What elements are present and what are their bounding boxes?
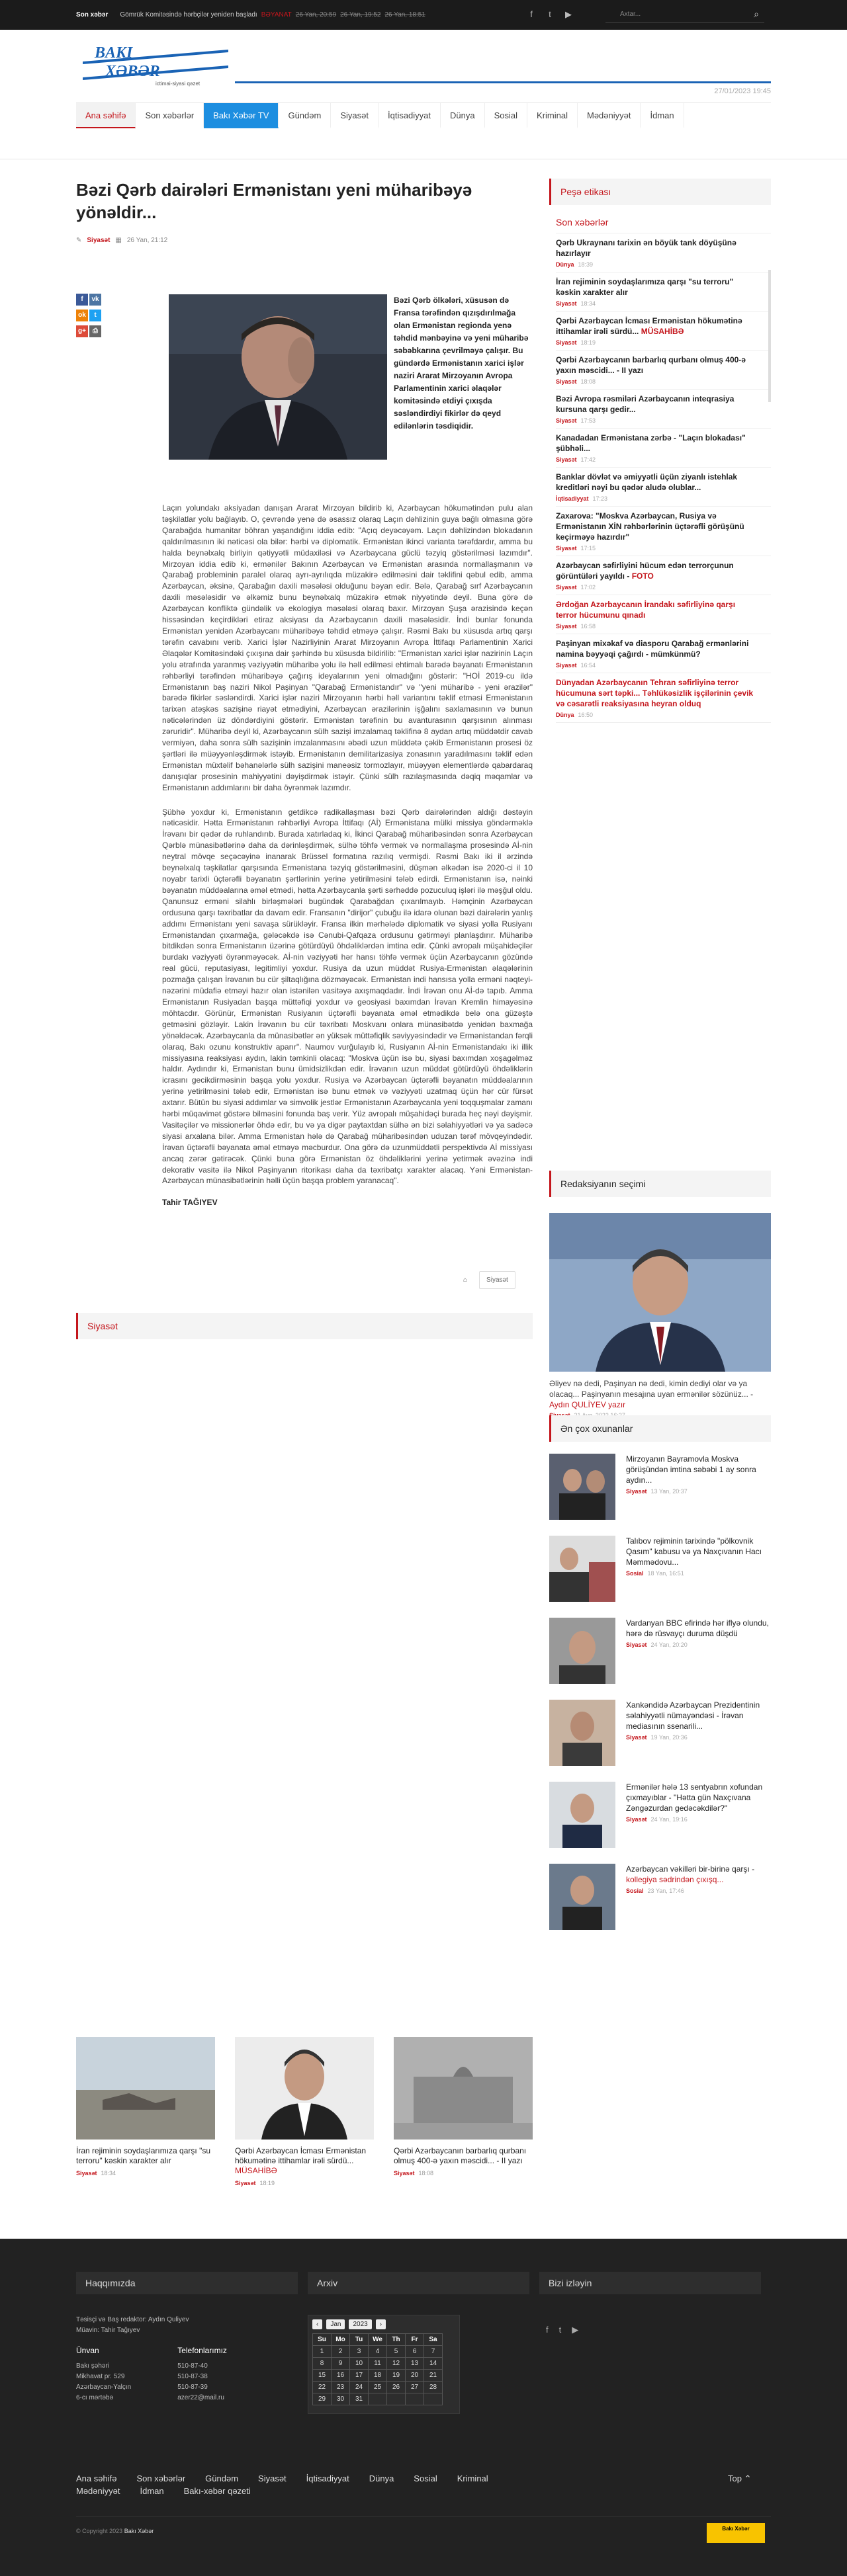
footer-nav-item[interactable]: Son xəbərlər	[136, 2473, 186, 2483]
article-date: 26 Yan, 21:12	[126, 237, 168, 244]
news-item[interactable]: Qərbi Azərbaycan İcması Ermənistan hökumətinə ittihamlar irəli sürdü... MÜSAHİBƏ Siyasət 18:19	[556, 312, 771, 351]
search-icon[interactable]: ⌕	[754, 9, 759, 19]
odnoklassniki-icon[interactable]: ok	[76, 310, 88, 321]
nav-item-economy[interactable]: İqtisadiyyat	[379, 103, 441, 128]
edit-icon: ✎	[76, 237, 82, 244]
editor-choice-title: Redaksiyanın seçimi	[549, 1171, 771, 1197]
article-photo	[169, 294, 387, 460]
article-category[interactable]: Siyasət	[87, 237, 111, 244]
footer-nav-item[interactable]: Bakı-xəbər qəzeti	[183, 2486, 251, 2496]
back-to-top-button[interactable]: Top ⌃	[728, 2473, 752, 2483]
latest-news	[549, 217, 771, 723]
ticker-date: 26 Yan, 18:51	[384, 11, 425, 19]
youtube-icon[interactable]: ▶	[572, 2325, 579, 2335]
breaking-label: Son xəbər	[76, 11, 109, 19]
footer-about-title: Haqqımızda	[76, 2272, 298, 2294]
news-item[interactable]: Zaxarova: "Moskva Azərbaycan, Rusiya və Ermənistanın XİN rəhbərlərinin üçtərəfli görüşünü keçirməyə hazırdır" Siyasət 17:15	[556, 507, 771, 556]
popular-item[interactable]: Talıbov rejiminin tarixində "pölkovnik Qasım" kabusu və ya Naxçıvanın Hacı Məmmədovu... Sosial 18 Yan, 16:51	[549, 1536, 771, 1602]
twitter-icon[interactable]: t	[558, 2325, 562, 2335]
deputy: Müavin: Tahir Tağıyev	[76, 2327, 140, 2334]
header-divider	[235, 81, 771, 83]
related-image[interactable]	[76, 2037, 215, 2140]
article-meta	[76, 237, 533, 244]
related-title[interactable]: Qərbi Azərbaycanın barbarlıq qurbanı olmuş 400-ə yaxın məscidi... - II yazı	[394, 2146, 527, 2165]
most-read-title: Ən çox oxunanlar	[549, 1415, 771, 1442]
footer-social	[546, 2325, 578, 2335]
popular-thumb[interactable]	[549, 1618, 615, 1684]
facebook-icon[interactable]: f	[546, 2325, 549, 2335]
footer-nav-item[interactable]: Dünya	[369, 2473, 394, 2483]
main-nav	[76, 103, 771, 154]
popular-item[interactable]: Mirzoyanın Bayramovla Moskva görüşündən imtina səbəbi 1 ay sonra aydın... Siyasət 13 Yan, 20:37	[549, 1454, 771, 1520]
article-body	[162, 503, 533, 1222]
footer-nav-item[interactable]: Mədəniyyət	[76, 2486, 120, 2496]
footer-archive-title: Arxiv	[308, 2272, 529, 2294]
news-item[interactable]: Dünyadan Azərbaycanın Tehran səfirliyinə terror hücumuna sərt təpki... Təhlükəsizlik işçilərinin çevik və cəsarətli reaksiyasına heyran olduq Dünya 16:50	[556, 673, 771, 723]
related-title[interactable]: Qərbi Azərbaycan İcması Ermənistan hökumətinə ittihamlar irəli sürdü... MÜSAHİBƏ	[235, 2146, 367, 2175]
news-item[interactable]: Paşinyan mixəkaf və diasporu Qarabağ ermənlərini namina bəyyəqi çağırdı - mümkünmü? Siyasət 16:54	[556, 634, 771, 673]
footer	[0, 2239, 847, 2576]
related-image[interactable]	[394, 2037, 533, 2140]
year-select[interactable]: 2023	[349, 2319, 371, 2329]
related-item[interactable]	[235, 2037, 374, 2186]
news-item[interactable]: Banklar dövlət və əmiyyətli üçün ziyanlı istehlak kreditləri nəyi bu qədər aludə olublar... İqtisadiyyat 17:23	[556, 468, 771, 507]
chevron-up-icon: ⌃	[744, 2473, 752, 2483]
site-logo[interactable]	[76, 36, 235, 93]
news-item[interactable]: Qərb Ukraynanı tarixin ən böyük tank döyüşünə hazırlayır Dünya 18:39	[556, 233, 771, 272]
prev-month-icon[interactable]: ‹	[312, 2319, 322, 2329]
related-item[interactable]	[394, 2037, 533, 2186]
most-read-list	[549, 1454, 771, 1930]
header	[76, 30, 771, 103]
svg-text:XƏBƏR: XƏBƏR	[105, 63, 160, 80]
popular-item[interactable]: Vardanyan BBC efirində hər iflyə olundu, hərə də rüsvayçı duruma düşdü Siyasət 24 Yan, 20:20	[549, 1618, 771, 1684]
svg-text:BAKI: BAKI	[95, 44, 133, 62]
calendar-grid: Su Mo Tu We Th Fr Sa 1 2 3 4 5 6 7 8 9 10 11 12 13 14 15 16 17 18 19 20 21 22 23 24 25 26 27 28 29 30 31	[312, 2333, 443, 2405]
related-news	[76, 2037, 533, 2186]
facebook-icon[interactable]: f	[530, 9, 533, 19]
latest-news-list	[556, 233, 771, 723]
twitter-icon[interactable]: t	[89, 310, 101, 321]
footer-follow-title: Bizi izləyin	[539, 2272, 761, 2294]
nav-item-sport[interactable]: İdman	[641, 103, 684, 128]
related-category[interactable]: Siyasət	[394, 2170, 415, 2177]
popular-item[interactable]: Ermənilər hələ 13 sentyabrın xofundan çıxmayıblar - "Hətta gün Naxçıvana Zəngəzurdan gedəcəkdilər?" Siyasət 24 Yan, 19:16	[549, 1782, 771, 1848]
youtube-icon[interactable]: ▶	[565, 9, 572, 19]
popular-thumb[interactable]	[549, 1700, 615, 1766]
news-item[interactable]: Ərdoğan Azərbaycanın İrandakı səfirliyinə qarşı terror hücumunu qınadı Siyasət 16:58	[556, 595, 771, 634]
footer-nav-item[interactable]: Sosial	[414, 2473, 437, 2483]
print-icon[interactable]: ⎙	[89, 325, 101, 337]
search-placeholder: Axtar...	[620, 11, 641, 18]
calendar-icon: ▦	[115, 237, 122, 244]
footer-nav-item[interactable]: Siyasət	[258, 2473, 287, 2483]
twitter-icon[interactable]: t	[549, 9, 551, 19]
most-read	[549, 1415, 771, 1946]
editor-choice-caption[interactable]: Əliyev nə dedi, Paşinyan nə dedi, kimin dediyi olar və ya olacaq... Paşinyanın mesajına uyan ermənilər sözünüz... - Aydın QULİYEV yazır	[549, 1379, 754, 1409]
top-bar	[0, 0, 847, 30]
nav-item-latest[interactable]: Son xəbərlər	[136, 103, 204, 128]
founder: Təsisçi və Baş redaktor: Aydın Quliyev	[76, 2316, 189, 2323]
related-date: 18:19	[259, 2180, 275, 2186]
news-scrollbar[interactable]	[768, 270, 771, 402]
google-plus-icon[interactable]: g+	[76, 325, 88, 337]
search-input[interactable]	[605, 7, 764, 23]
news-item[interactable]: Qərbi Azərbaycanın barbarlıq qurbanı olmuş 400-ə yaxın məscidi... - II yazı Siyasət 18:08	[556, 351, 771, 390]
article-paragraph: Şübhə yoxdur ki, Ermənistanın getdikcə radikallaşması bəzi Qərb dairələrindən aldığı dəstəyin nəticəsidir. Hətta Ermənistanın rəhbərliyi Avropa İttifaqı (Aİ) Ermənistana mülki missiya göndərməklə İrəvanı bir qədər də ruhlandırıb. Burada xatırladaq ki, İkinci Qarabağ müharibəsindən sonra Azərbaycan Qərblə münasibətlərinə daha da dərinləşdirmək, sülhə töhfə vermək və normallaşma prosesində Aİ-nin neytral mövqe seçəcəyinə inanarak Brüssel formatına razılıq vermişdi. Rəsmi Bakı iki il ərzində beynəlxalq təşkilatlar qarşısında Ermənistana təzyiq göstərilməsini, düşmən əlkədən isə 2020-ci il 10 noyabr tarixli üçtərəfli bəyanatın şərtlərinin yerinə yetirilməsini tələb edirdi. Ermənistanın isə, nəinki bəyanatın müddəalarına əməl etmədi, hətta Azərbaycanla şərti sərhəddə pozuculuq işləri ilə məşğul oldu. Qanunsuz erməni silahlı birləşmələri bugündək Qarabağdan çıxarılmayıb. Həmçinin Azərbaycan ordusuna qarşı təxribatlar da davam edir. Fransanın "dirijor" çubuğu ilə idarə olunan bəzi dairələrin yanlış addımı Ermənistanı yeni savaşa sürükləyir. Fransa ilkin mərhələdə diplomatik və siyasi yolla Rusiyanı Ermənistandan çıxarmağa, gələcəkdə isə Cənubi-Qafqaza ordusunu gətirməyi planlaşdırır. Müharibə bitdikdən sonra Ermənistanın üzərinə götürdüyü öhdəliklərdən imtina edir. Çünki avropalı müşahidəçilər burdakı vəziyyəti öyrənməyəcək. Aİ-nin vəziyyəti hər hansı töhfə vermək üçün Azərbaycanın gözündə real gücü, reputasiyası, legitimliyi yoxdur. Rusiya da uzun müddət Rusiya-Ermənistan əlaqələrinin pozmağa çalışan İrəvanın bu cür şiltaqlığına dözməyəcək. Ermənistan indi hansısa yolla erməni nəqteyi-nəzərini müdafiə etməyi hazır olan istənilən vasitəyə axışmaqdadır. İndi İrəvan onu Aİ-də tapıb. Amma Ermənistanın Rusiyadan başqa müttəfiqi yoxdur və geosiyasi baxımdan İrəvan Kremlin himayəsinə möhtacdır. Görünür, Ermənistan Rusiyanın üçtərəfli bəyanata əməl etmədikdə belə ona güzəştə getməsini gözləyir. Lakin İrəvanın bu cür təxribatı Moskvanı onlara münasibətdə yenidən baxmağa yönəldəcək. Azərbaycanla da münasibətlər ən yüksək müttəfiqlik səviyyəsindədir və Ermənistandan fərqli olaraq, Bakı ozunu konstruktiv aparır". Naumov vurğulayıb ki, Rusiyanın Aİ-nin Ermənistandakı iki illik missiyasına reaksiyası aydın, lakin təmkinli olacaq: "Moskva üçün isə bu, siyasi baxımdan xoşagəlməz haldır. Aydındır ki, Ermənistan bunu ümidsizlikdən edir. İrəvanın uzun müddət götürdüyü öhdəliklərin icrasını gecikdirməsinin başqa yolu yoxdur. Rusiya və Azərbaycan üçtərəfli bəyanatın müddəalarının yerinə yetirilməsini tələb edir, Ermənistan isə bunu etmək və vəziyyəti uzatmaq üçün hər cür fürsət axtarır. Bütün bu siyasi addımlar və simvolik jestlər Ermənistanın Azərbaycanla yeni toqquşmalar zamanı hərbi müqavimət göstərə bilməsini fonunda baş verir. Yüz avropalı müşahidəçi burada heç nəyi dəyişmir. Vasitəçilər və missionerlər öhdə edir, bu və ya digər paytaxtdan sülhə ən bizi səlahiyyətləri və ya sadəcə siyasi arxalana bilər. Amma Ermənistan hələ də Qarabağ müharibəsindən uduzan tərəf mövqeyindədir. İrəvan üçtərəfli bəyanata əməl etməyə məcburdur. Ona görə də uzunmüddətli perspektivdə Aİ missiyası ancaq zərər gətirəcək. Çünki buna görə Ermənistan öz öhdəliklərini yerinə yetirmək əvəzinə indi dekorativ vasitə ilə Nikol Paşinyanın ritorikası daha da təxribatçı xarakter alacaq. Yəni Ermənistan-Azərbaycan münasibətlərinin həlli üçün başqa problem yaranacaq".	[162, 807, 533, 1186]
footer-nav-item[interactable]: İqtisadiyyat	[306, 2473, 349, 2483]
footer-nav-item[interactable]: Gündəm	[205, 2473, 239, 2483]
article-author: Tahir TAĞIYEV	[162, 1198, 218, 1208]
footer-nav-item[interactable]: Kriminal	[457, 2473, 488, 2483]
article-paragraph: Laçın yolundakı aksiyadan danışan Ararat Mirzoyan bildirib ki, Azərbaycan hökumətindən pulu alan təşkilatlar yolu bağlayıb. O, çevrəndə yenə də əsassız olaraq Laçın dəhlizinin guya bağlı olmasına görə Qarabağda humanitar böhran yaşandığını iddia edib: "Açıq deyəcəyəm. Laçın dəhlizindən blokadanın qaldırılmasının iki nəticəsi ola bilər: hərbi və diplomatik. Ermənistan ikinci varianta tərəfdardır, amma bu halda beynəlxalq birliyin qətiyyətli müdaxiləsi və Azərbaycana güclü təzyiq göstərilməsi lazımdır". Mirzoyan iddia edib ki, ermənilər Bakının Azərbaycan və Ermənistan arasında normallaşmanın və Qarabağ probleminin paralel olaraq ayrı-ayrılıqda müzakirə edilməsini dair təklifini qəbul edib, amma Azərbaycan, əksinə, Qarabağın daxili məsələsi olduğunu bəyan edir. Bələ, Qarabağ sırf Azərbaycanın daxili məsələsidir və əlkəmiz bunu beynəlxalq müzakirə etmək niyyətində deyil. Buna görə də Azərbaycan konfliktə gündəlik və ekologiya məsələsi olaraq baxır. Mirzoyan Şuşa ərazisində keçən hissəsindən keçirdikləri etiraz aksiyası da Azərbaycanın daxili məsələsidir. İndi bunlar fonunda Ermənistan yenidən Azərbaycanı müharibəyə təhdid etməyə çalışır. Rəsmi Bakı bu xüsusda artıq qarşı tərəfin cavabını verib. Xarici İşlər Nazirliyinin Ararat Mirzoyanın Avropa İttifaqı Parlamentinin Xarici Əlaqələr Komitəsindəki çıxışına dair şərhində bu xüsusda bildirilib: "Ermənistan xarici işlər nazirinin Laçın yolu ətrafında yaranmış vəziyyətin müharibə yolu ilə həll edilməsi ehtimalı barədə bəyanatı Ermənistanın rəhbərliyi tərəfindən müharibəyə çağırış ideyalarının yeni olmadığını göstərir: "HOİ 2019-cu ildə Ermənistanın baş naziri Nikol Paşinyan "Qarabağ Ermənistandır" və "yeni müharibə - yeni ərazilər" barədə fikirlər səsləndirdi. Xarici işlər naziri Mirzoyanın hərbi həll variantını təklif etməsi Ermənistanın tarixən atəşkəs sazişinə riayət etmədiyini, Azərbaycan ərazilərinin işğalını saxlamasının və bunun nəticələrindən üz döndərdiyini göstərir. Ermənistan tərəfinin bu avanturasının qarşısının alınması zəruridir". Müharibə deyil ki, Azərbaycanın sülh sazişi imzalamaq təklifinə 8 aydan artıq müddətdir cavab vermiyən, daha sonra sülh sazişinin imzalanmasını əbədi uzun müddətə çəkib Ermənistanın prosesi öz şərtləri ilə müəyyənləşdirmək istəyib. Ermənistanın demilitarizasiya zonasının yaradılmasını təklif edən Ermənistan müxtəlif bəhanələrlə sülh sazişini maneəsiz tormozlayır, müəyyən elementlərdə qabardaraq danışıqlar prosesinin mahiyyətini dəyişdirmək istəyir. Çünki sülh razılaşmasında dəqiq məqamlar və Ermənistanın addımlarını bir daha öyrənmək lazımdır.	[162, 503, 533, 792]
sidebar-tab[interactable]: Peşə etikası	[549, 179, 771, 205]
share-buttons	[76, 294, 103, 341]
sidebar	[549, 179, 771, 723]
news-item[interactable]: Kanadadan Ermənistana zərbə - "Laçın blokadası" şübhəli... Siyasət 17:42	[556, 429, 771, 468]
popular-thumb[interactable]	[549, 1864, 615, 1930]
archive-calendar	[308, 2315, 460, 2414]
nav-item-agenda[interactable]: Gündəm	[279, 103, 331, 128]
editor-choice-image[interactable]	[549, 1213, 771, 1372]
address-heading: Ünvan	[76, 2346, 99, 2355]
latest-news-title: Son xəbərlər	[556, 217, 771, 233]
related-category[interactable]: Siyasət	[76, 2170, 97, 2177]
phones-heading: Telefonlarımız	[177, 2346, 227, 2355]
tag-item[interactable]: Siyasət	[479, 1271, 515, 1289]
footer-nav-item[interactable]: Ana səhifə	[76, 2473, 117, 2483]
tag-icon: ⌂	[463, 1276, 468, 1284]
month-select[interactable]: Jan	[326, 2319, 345, 2329]
nav-item-tv[interactable]: Bakı Xəbər TV	[204, 103, 279, 128]
popular-thumb[interactable]	[549, 1454, 615, 1520]
current-date: 27/01/2023 19:45	[714, 87, 771, 95]
article-tags	[463, 1271, 515, 1289]
nav-item-home[interactable]: Ana səhifə	[76, 103, 136, 128]
footer-about: Təsisçi və Baş redaktor: Aydın Quliyev Müavin: Tahir Tağıyev Ünvan Bakı şəhəri Mikhavat pr. 529 Azərbaycan-Yalçın 6-cı mərtəbə Telefonlarımız 510-87-40 510-87-38 510-87-39 azer22@mail.ru	[76, 2315, 275, 2403]
counter-badge[interactable]: Bakı Xəbər	[707, 2523, 765, 2543]
nav-item-culture[interactable]: Mədəniyyət	[578, 103, 641, 128]
nav-item-world[interactable]: Dünya	[441, 103, 485, 128]
ticker-date: 26 Yan, 19:52	[340, 11, 381, 19]
news-ticker[interactable]	[120, 11, 425, 19]
related-section-title: Siyasət	[76, 1313, 533, 1339]
nav-item-politics[interactable]: Siyasət	[331, 103, 379, 128]
footer-nav	[76, 2473, 539, 2496]
related-date: 18:34	[101, 2170, 116, 2177]
nav-item-crime[interactable]: Kriminal	[527, 103, 578, 128]
popular-thumb[interactable]	[549, 1536, 615, 1602]
news-item[interactable]: Bəzi Avropa rəsmiləri Azərbaycanın inteqrasiya kursuna qarşı gedir... Siyasət 17:53	[556, 390, 771, 429]
next-month-icon[interactable]: ›	[376, 2319, 386, 2329]
footer-nav-item[interactable]: İdman	[140, 2486, 164, 2496]
article-title: Bəzi Qərb dairələri Ermənistanı yeni müharibəyə yönəldir...	[76, 180, 472, 222]
editor-choice	[549, 1171, 771, 1421]
related-category[interactable]: Siyasət	[235, 2180, 256, 2186]
related-image[interactable]	[235, 2037, 374, 2140]
footer-divider	[76, 2516, 771, 2517]
ticker-text[interactable]: Gömrük Komitəsində hərbçilər yeniden başladı	[120, 11, 257, 19]
ticker-date: 26 Yan, 20:59	[295, 11, 337, 19]
article	[76, 179, 533, 1284]
related-item[interactable]	[76, 2037, 215, 2186]
news-item[interactable]: İran rejiminin soydaşlarımıza qarşı "su terroru" kəskin xarakter alır Siyasət 18:34	[556, 272, 771, 312]
article-lead: Bəzi Qərb ölkələri, xüsusən də Fransa tərəfindən qızışdırılmağa olan Ermənistan regionda yenə təhdid mənbəyinə və yeni müharibə səbəbkarına çevrilməyə çalışır. Bu gündərdə Ermənistanın xarici işlər naziri Ararat Mirzoyanın Avropa Parlamentinin xarici əlaqələr komitəsində etdiyi çıxışda səsləndirdiyi fikirlər də qeyd edilənlərin təsdiqidir.	[394, 296, 529, 431]
nav-item-social[interactable]: Sosial	[485, 103, 527, 128]
news-item[interactable]: Azərbaycan səfirliyini hücum edən terrorçunun görüntüləri yayıldı - FOTO Siyasət 17:02	[556, 556, 771, 595]
ticker-red: BƏYANAT	[261, 11, 292, 19]
svg-text:ictimai-siyasi qəzet: ictimai-siyasi qəzet	[156, 81, 201, 87]
popular-item[interactable]: Xankəndidə Azərbaycan Prezidentinin səlahiyyətli nümayəndəsi - İrəvan mediasının ssenarili... Siyasət 19 Yan, 20:36	[549, 1700, 771, 1766]
related-title[interactable]: İran rejiminin soydaşlarımıza qarşı "su terroru" kəskin xarakter alır	[76, 2146, 210, 2165]
popular-item[interactable]: Azərbaycan vəkilləri bir-birinə qarşı - kollegiya sədrindən çıxışq... Sosial 23 Yan, 17:46	[549, 1864, 771, 1930]
vk-icon[interactable]: vk	[89, 294, 101, 306]
related-date: 18:08	[418, 2170, 434, 2177]
facebook-icon[interactable]: f	[76, 294, 88, 306]
popular-thumb[interactable]	[549, 1782, 615, 1848]
copyright: © Copyright 2023 Bakı Xəbər	[76, 2528, 154, 2534]
top-social	[526, 9, 574, 20]
